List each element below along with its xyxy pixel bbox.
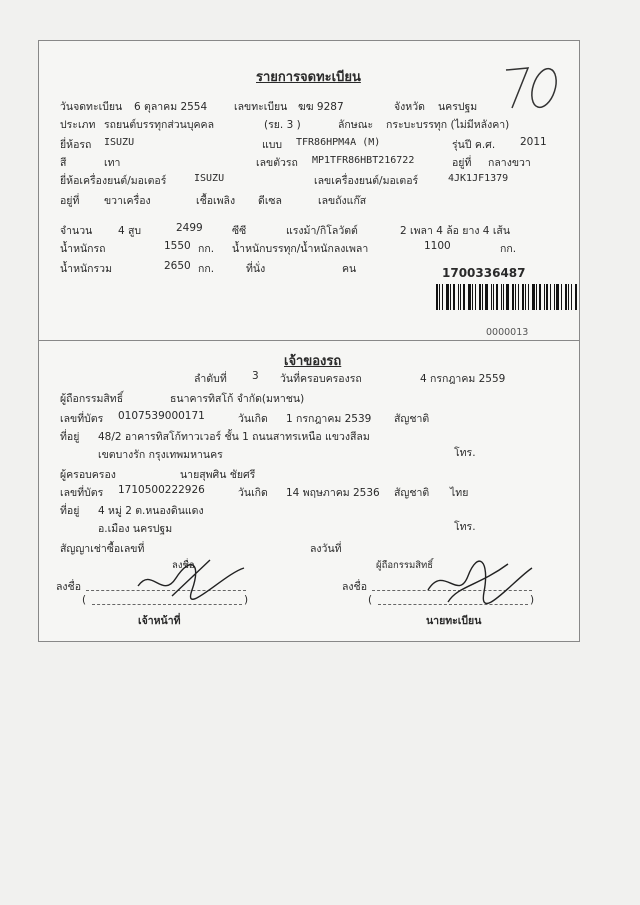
barcode-bar bbox=[544, 284, 545, 310]
year: 2011 bbox=[520, 136, 547, 148]
order-label: ลำดับที่ bbox=[194, 373, 227, 385]
barcode-bar bbox=[501, 284, 502, 310]
barcode-bar bbox=[571, 284, 572, 310]
possessor-address-line2: อ.เมือง นครปฐม bbox=[98, 523, 173, 535]
registrar-paren-open: ( bbox=[368, 594, 373, 606]
province-label: จังหวัด bbox=[394, 101, 425, 113]
possessor-id-label: เลขที่บัตร bbox=[60, 487, 104, 499]
barcode-bar bbox=[479, 284, 481, 310]
fuel: ดีเซล bbox=[258, 195, 282, 207]
possessor-address-label: ที่อยู่ bbox=[60, 505, 80, 517]
load-unit: กก. bbox=[500, 243, 517, 255]
holder-dob: 1 กรกฎาคม 2539 bbox=[286, 413, 372, 425]
vehicle-type: รถยนต์บรรทุกส่วนบุคคล bbox=[104, 119, 214, 131]
location-label: อยู่ที่ bbox=[452, 157, 472, 169]
color-label: สี bbox=[60, 157, 67, 169]
barcode-bar bbox=[463, 284, 465, 310]
barcode-bar bbox=[439, 284, 440, 310]
holder-nationality-label: สัญชาติ bbox=[394, 413, 430, 425]
gross-weight: 2650 bbox=[164, 260, 191, 272]
barcode-bar bbox=[528, 284, 529, 310]
barcode-bar bbox=[515, 284, 516, 310]
barcode-bar bbox=[468, 284, 471, 310]
seats-unit: คน bbox=[342, 263, 357, 275]
barcode-bar bbox=[518, 284, 519, 310]
possessor-id: 1710500222926 bbox=[118, 484, 205, 496]
gross-weight-label: น้ำหนักรวม bbox=[60, 263, 112, 275]
barcode-bar bbox=[554, 284, 555, 310]
holder-dob-label: วันเกิด bbox=[238, 413, 268, 425]
province: นครปฐม bbox=[438, 101, 478, 113]
owner-title: เจ้าของรถ bbox=[284, 354, 342, 369]
engine-brand-label: ยี่ห้อเครื่องยนต์/มอเตอร์ bbox=[60, 175, 167, 187]
engine-brand: ISUZU bbox=[194, 173, 225, 184]
class-code: (รย. 3 ) bbox=[264, 119, 301, 131]
chassis-label: เลขตัวรถ bbox=[256, 157, 298, 169]
barcode-bar bbox=[482, 284, 483, 310]
barcode-bar bbox=[556, 284, 559, 310]
hire-date-label: ลงวันที่ bbox=[310, 543, 342, 555]
location: กลางขวา bbox=[488, 157, 531, 169]
barcode-bar bbox=[458, 284, 459, 310]
cylinder-label: จำนวน bbox=[60, 225, 93, 237]
barcode-bar bbox=[546, 284, 548, 310]
possessor-dob-label: วันเกิด bbox=[238, 487, 268, 499]
holder-label: ผู้ถือกรรมสิทธิ์ bbox=[60, 393, 124, 405]
possession-date: 4 กรกฎาคม 2559 bbox=[420, 373, 506, 385]
hire-purchase-label: สัญญาเช่าซื้อเลขที่ bbox=[60, 543, 145, 555]
holder-address-label: ที่อยู่ bbox=[60, 431, 80, 443]
barcode-bar bbox=[522, 284, 524, 310]
barcode-bar bbox=[512, 284, 514, 310]
order-number: 3 bbox=[252, 370, 259, 382]
registration-title: รายการจดทะเบียน bbox=[256, 70, 361, 85]
fuel-label: เชื้อเพลิง bbox=[196, 195, 236, 207]
possessor-label: ผู้ครอบครอง bbox=[60, 469, 116, 481]
barcode-bar bbox=[442, 284, 443, 310]
power-label: แรงม้า/กิโลวัตต์ bbox=[286, 225, 358, 237]
engine-no-label: เลขเครื่องยนต์/มอเตอร์ bbox=[314, 175, 419, 187]
officer-paren-open: ( bbox=[82, 594, 87, 606]
holder-address-line2: เขตบางรัก กรุงเทพมหานคร bbox=[98, 449, 223, 461]
barcode-bar bbox=[460, 284, 461, 310]
barcode bbox=[436, 284, 578, 310]
barcode-bar bbox=[506, 284, 509, 310]
officer-title: เจ้าหน้าที่ bbox=[138, 615, 181, 627]
possession-date-label: วันที่ครอบครองรถ bbox=[280, 373, 362, 385]
holder-sign-caption: ผู้ถือกรรมสิทธิ์ bbox=[376, 560, 434, 571]
style-label: ลักษณะ bbox=[338, 119, 374, 131]
barcode-bar bbox=[575, 284, 577, 310]
barcode-bar bbox=[539, 284, 541, 310]
registrar-paren-close: ) bbox=[530, 594, 535, 606]
color: เทา bbox=[104, 157, 121, 169]
seats-label: ที่นั่ง bbox=[246, 263, 266, 275]
cc-unit: ซีซี bbox=[232, 225, 247, 237]
handwritten-number bbox=[502, 58, 562, 118]
reg-no-label: เลขทะเบียน bbox=[234, 101, 288, 113]
brand-label: ยี่ห้อรถ bbox=[60, 139, 92, 151]
barcode-bar bbox=[536, 284, 537, 310]
holder-id: 0107539000171 bbox=[118, 410, 205, 422]
barcode-bar bbox=[565, 284, 567, 310]
barcode-bar bbox=[561, 284, 562, 310]
possessor-tel-label: โทร. bbox=[454, 521, 476, 533]
barcode-bar bbox=[446, 284, 449, 310]
reg-no: ฆฆ 9287 bbox=[298, 101, 344, 113]
officer-sign-label-top: ลงชื่อ bbox=[172, 560, 195, 571]
officer-sign-label: ลงชื่อ bbox=[56, 581, 81, 593]
year-label: รุ่นปี ค.ศ. bbox=[452, 139, 496, 151]
barcode-bar bbox=[475, 284, 476, 310]
holder-id-label: เลขที่บัตร bbox=[60, 413, 104, 425]
engine-location-label: อยู่ที่ bbox=[60, 195, 80, 207]
weight-unit: กก. bbox=[198, 243, 215, 255]
barcode-bar bbox=[453, 284, 455, 310]
engine-number: 4JK1JF1379 bbox=[448, 173, 509, 184]
engine-location: ขวาเครื่อง bbox=[104, 195, 151, 207]
barcode-bar bbox=[550, 284, 551, 310]
load-weight: 1100 bbox=[424, 240, 451, 252]
possessor-address-line1: 4 หมู่ 2 ต.หนองดินแดง bbox=[98, 505, 204, 517]
barcode-bar bbox=[450, 284, 451, 310]
barcode-bar bbox=[568, 284, 569, 310]
barcode-bar bbox=[496, 284, 498, 310]
barcode-bar bbox=[532, 284, 535, 310]
engine-cc: 2499 bbox=[176, 222, 203, 234]
barcode-number: 1700336487 bbox=[442, 266, 526, 280]
officer-signature bbox=[132, 556, 252, 606]
model: TFR86HPM4A (M) bbox=[296, 137, 381, 148]
serial-fragment: 0000013 bbox=[486, 327, 529, 338]
possessor-name: นายสุพศิน ชัยศรี bbox=[180, 469, 256, 481]
barcode-bar bbox=[503, 284, 504, 310]
weight: 1550 bbox=[164, 240, 191, 252]
barcode-bar bbox=[436, 284, 438, 310]
holder-name: ธนาคารทิสโก้ จำกัด(มหาชน) bbox=[170, 393, 305, 405]
registrar-signature bbox=[418, 556, 538, 608]
gas-tank-label: เลขถังแก๊ส bbox=[318, 195, 367, 207]
reg-date-label: วันจดทะเบียน bbox=[60, 101, 123, 113]
cylinders: 4 สูบ bbox=[118, 225, 142, 237]
vehicle-style: กระบะบรรทุก (ไม่มีหลังคา) bbox=[386, 119, 510, 131]
type-label: ประเภท bbox=[60, 119, 96, 131]
reg-date: 6 ตุลาคม 2554 bbox=[134, 101, 208, 113]
possessor-nationality-label: สัญชาติ bbox=[394, 487, 430, 499]
load-label: น้ำหนักบรรทุก/น้ำหนักลงเพลา bbox=[232, 243, 369, 255]
gross-weight-unit: กก. bbox=[198, 263, 215, 275]
possessor-nationality: ไทย bbox=[450, 487, 469, 499]
barcode-bar bbox=[493, 284, 494, 310]
barcode-bar bbox=[472, 284, 473, 310]
barcode-bar bbox=[485, 284, 488, 310]
officer-paren-close: ) bbox=[244, 594, 249, 606]
brand: ISUZU bbox=[104, 137, 135, 148]
barcode-bar bbox=[491, 284, 492, 310]
barcode-bar bbox=[525, 284, 526, 310]
holder-address-line1: 48/2 อาคารทิสโก้ทาวเวอร์ ชั้น 1 ถนนสาทรเหนือ แขวงสีลม bbox=[98, 431, 370, 443]
holder-tel-label: โทร. bbox=[454, 447, 476, 459]
weight-label: น้ำหนักรถ bbox=[60, 243, 106, 255]
axle-wheels: 2 เพลา 4 ล้อ ยาง 4 เส้น bbox=[400, 225, 510, 237]
model-label: แบบ bbox=[262, 139, 283, 151]
chassis-number: MP1TFR86HBT216722 bbox=[312, 155, 415, 166]
registrar-title: นายทะเบียน bbox=[426, 615, 482, 627]
registrar-sign-label: ลงชื่อ bbox=[342, 581, 367, 593]
possessor-dob: 14 พฤษภาคม 2536 bbox=[286, 487, 380, 499]
